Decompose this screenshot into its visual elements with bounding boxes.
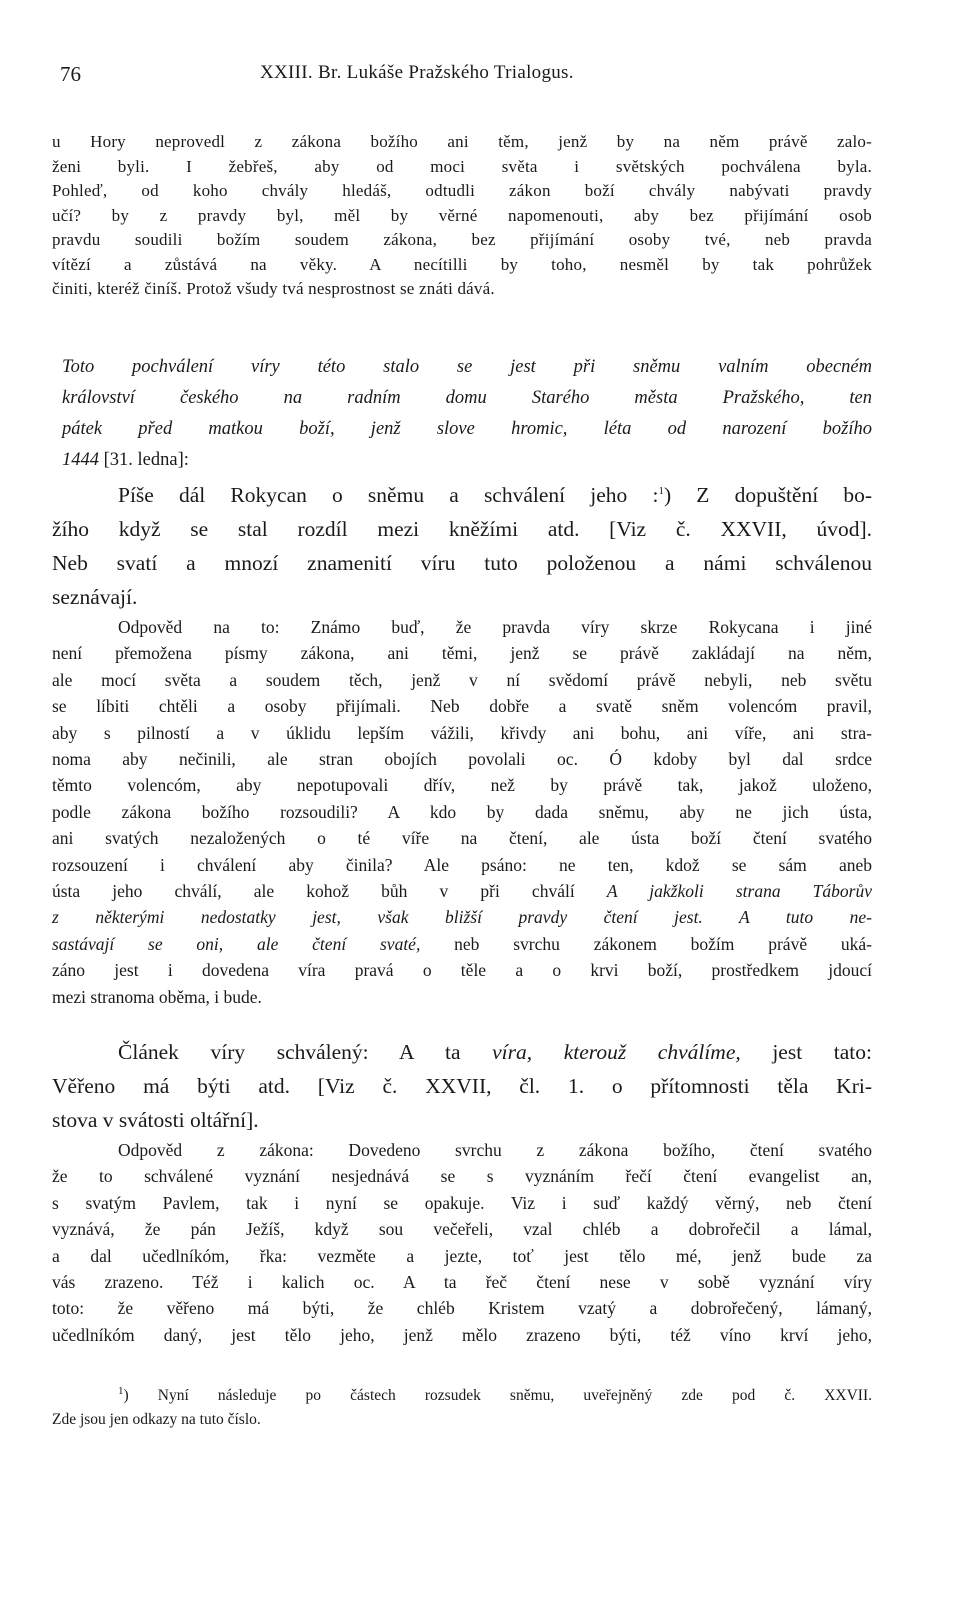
text-line: činiti, kteréž činíš. Protož všudy tvá nesprostnost se znáti dává.	[52, 279, 495, 298]
text-line: učí? by z pravdy byl, měl by věrné napomenouti, aby bez přijímání osob	[52, 205, 872, 225]
text-line: pátek před matkou boží, jenž slove hromic, léta od narození božího	[62, 419, 872, 439]
text-line: z některými nedostatky jest, však bližší pravdy čtení jest. A tuto ne-	[52, 907, 872, 928]
text-segment: neb svrchu zákonem božím právě uká-	[420, 933, 872, 954]
text-line: Pohleď, od koho chvály hledáš, odtudli zákon boží chvály nabývati pravdy	[52, 181, 872, 200]
text-line: stova v svátosti oltářní].	[52, 1108, 259, 1132]
text-line: že to schválené vyznání nesjednává se s vyznáním řečí čtení evangelist an,	[52, 1166, 872, 1187]
text-line: Věřeno má býti atd. [Viz č. XXVII, čl. 1. o přítomnosti těla Kri-	[52, 1074, 872, 1098]
text-line: záno jest i dovedena víra pravá o těle a o krvi boží, prostředkem jdoucí	[52, 960, 872, 981]
italic-segment: víra, kterouž chválíme,	[492, 1040, 741, 1064]
footnote-line	[52, 1384, 872, 1408]
text-line: toto: že věřeno má býti, že chléb Kristem vzatý a dobrořečený, lámaný,	[52, 1298, 872, 1319]
text-line: není přemožena písmy zákona, ani těmi, jenž se právě zakládají na něm,	[52, 643, 872, 664]
footnote-mark: 1	[118, 1384, 124, 1397]
text-segment: ústa jeho chválí, ale kohož bůh v při chválí	[52, 881, 607, 902]
text-line: noma aby nečinili, ale stran obojích povolali oc. Ó kdoby byl dal srdce	[52, 749, 872, 770]
text-line: Neb svatí a mnozí znamenití víru tuto položenou a námi schválenou	[52, 551, 872, 575]
footnote-line: Zde jsou jen odkazy na tuto číslo.	[52, 1411, 261, 1428]
text-line: učedlníkóm daný, jest tělo jeho, jenž mělo zrazeno býti, též víno krví jeho,	[52, 1324, 872, 1345]
running-title: XXIII. Br. Lukáše Pražského Trialogus.	[260, 62, 574, 83]
text-line: rozsouzení i chválení aby činila? Ale psáno: ne ten, kdož se sám aneb	[52, 854, 872, 875]
text-segment: Píše dál Rokycan o sněmu a schválení jeho :	[118, 483, 659, 507]
text-line	[52, 878, 872, 904]
paragraph-medium-1	[52, 614, 872, 1010]
text-line: podle zákona božího rozsoudili? A kdo by dada sněmu, aby ne jich ústa,	[52, 801, 872, 822]
text-line: u Hory neprovedl z zákona božího ani těm, jenž by na něm právě zalo-	[52, 132, 872, 151]
text-line	[52, 1035, 872, 1069]
paragraph-large-1	[52, 478, 872, 614]
text-line	[52, 478, 872, 512]
text-line: Odpověd z zákona: Dovedeno svrchu z zákona božího, čtení svatého	[118, 1140, 872, 1160]
footnote	[52, 1384, 872, 1432]
text-line: vítězí a zůstává na věky. A necítilli by toho, nesměl by tak pohrůžek	[52, 254, 872, 274]
text-line: pravdu soudili božím soudem zákona, bez přijímání osoby tvé, neb pravda	[52, 230, 872, 249]
text-line: aby s pilností a v úklidu lepším vážili, křivdy ani bohu, ani víře, ani stra-	[52, 722, 872, 743]
text-line: těmto volencóm, aby nepotupovali dřív, než by právě tak, jakož uloženo,	[52, 775, 872, 796]
text-line: a dal učedlníkóm, řka: vezměte a jezte, toť jest tělo mé, jenž bude za	[52, 1245, 872, 1266]
text-line: žího když se stal rozdíl mezi kněžími atd. [Viz č. XXVII, úvod].	[52, 517, 872, 541]
italic-segment: A jakžkoli strana Táborův	[606, 881, 872, 902]
text-line: Odpověd na to: Známo buď, že pravda víry skrze Rokycana i jiné	[118, 617, 872, 637]
article-heading-paragraph	[52, 1035, 872, 1137]
text-line	[52, 931, 872, 957]
text-line: království českého na radním domu Starého města Pražského, ten	[62, 388, 872, 408]
text-line: mezi stranoma oběma, i bude.	[52, 986, 262, 1007]
text-line	[62, 445, 872, 476]
text-line: ale mocí světa a soudem těch, jenž v ní svědomí právě nebyli, neb světu	[52, 669, 872, 690]
paragraph-small-1	[52, 130, 872, 302]
text-line: vyznává, že pán Ježíš, když sou večeřeli, vzal chléb a dobrořečil a lámal,	[52, 1219, 872, 1240]
text-line: s svatým Pavlem, tak i nyní se opakuje. Viz i suď každý věrný, neb čtení	[52, 1192, 872, 1213]
paragraph-medium-2	[52, 1137, 872, 1348]
footnote-ref: 1	[658, 484, 664, 497]
date-bracket: [31. ledna]:	[99, 450, 189, 470]
text-segment: jest tato:	[740, 1040, 872, 1064]
text-line: Toto pochválení víry této stalo se jest při sněmu valním obecném	[62, 357, 872, 377]
text-line: ženi byli. I žebřeš, aby od moci světa i světských pochválena byla.	[52, 156, 872, 176]
text-segment: Článek víry schválený: A ta	[118, 1040, 493, 1064]
italic-segment: sastávají se oni, ale čtení svaté,	[52, 933, 421, 954]
text-line: seznávají.	[52, 585, 138, 609]
text-segment: ) Nyní následuje po částech rozsudek sněmu, uveřejněný zde pod č. XXVII.	[123, 1387, 872, 1404]
text-segment: ) Z dopuštění bo-	[663, 483, 873, 507]
text-line: se líbiti chtěli a osoby přijímali. Neb dobře a svatě sněm volencóm pravil,	[52, 696, 872, 717]
text-line: ani svatých nezaložených o té víře na čtení, ale ústa boží čtení svatého	[52, 828, 872, 849]
year-italic: 1444	[62, 450, 99, 470]
italic-paragraph	[62, 352, 872, 476]
text-line: vás zrazeno. Též i kalich oc. A ta řeč čtení nese v sobě vyznání víry	[52, 1272, 872, 1293]
page-number: 76	[60, 62, 81, 86]
page-header	[60, 62, 880, 92]
